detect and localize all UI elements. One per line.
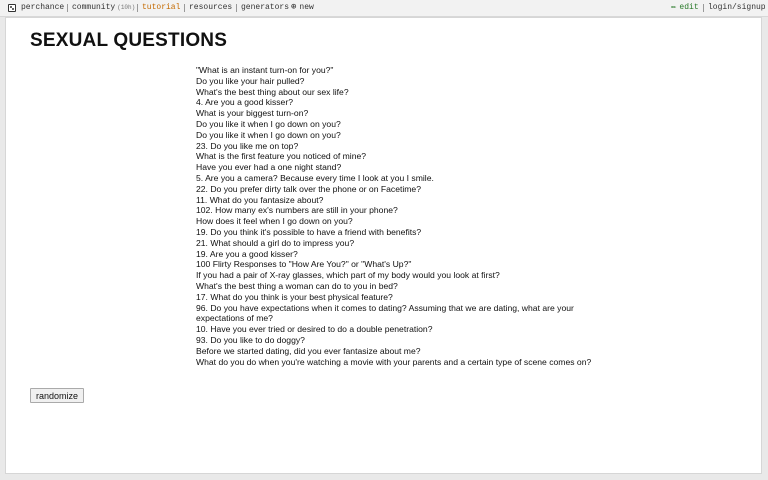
question-item: What is your biggest turn-on? [196,108,309,119]
question-item: 23. Do you like me on top? [196,140,299,151]
tutorial-link[interactable] [137,3,180,12]
question-item: 21. What should a girl do to impress you? [196,237,355,248]
brand-link[interactable] [8,3,64,12]
generators-label: generators [241,3,290,12]
question-item: What's the best thing a woman can do to you in bed? [196,280,398,291]
question-item: What do you do when you're watching a movie with your parents and a certain type of scene comes on? [196,356,592,367]
question-item: "What is an instant turn-on for you?" [196,65,334,75]
tutorial-label: tutorial [142,3,181,12]
edit-link[interactable] [671,3,699,12]
question-item: 19. Do you think it's possible to have a friend with benefits? [196,226,422,237]
pencil-icon: ✏ [671,2,677,12]
new-link[interactable] [291,3,314,12]
top-nav-bar [0,0,768,17]
question-item: 11. What do you fantasize about? [196,194,324,205]
community-badge: (10h) [117,4,136,11]
community-label: community [72,3,116,12]
generators-link[interactable] [236,3,289,12]
question-item: Do you like your hair pulled? [196,75,305,86]
generator-output-panel [5,17,762,474]
question-item: Before we started dating, did you ever fantasize about me? [196,345,421,356]
question-item: What is the first feature you noticed of mine? [196,151,367,162]
login-link[interactable] [703,3,766,12]
login-label: login/signup [708,3,766,12]
resources-icon [184,4,185,12]
tutorial-icon [137,4,138,12]
question-item: If you had a pair of X-ray glasses, which part of my body would you look at first? [196,270,500,281]
edit-label: edit [679,3,699,12]
question-item: 96. Do you have expectations when it comes to dating? Assuming that we are dating, what are your expectations of me? [196,302,574,324]
login-icon [703,4,704,12]
question-item: 5. Are you a camera? Because every time I look at you I smile. [196,172,434,183]
question-item: 22. Do you prefer dirty talk over the phone or on Facetime? [196,183,421,194]
plus-circle-icon: ⊕ [291,2,297,12]
resources-label: resources [189,3,233,12]
question-item: Do you like it when I go down on you? [196,129,341,140]
question-item: 19. Are you a good kisser? [196,248,298,259]
brand-label: perchance [21,3,65,12]
question-list [196,65,601,367]
question-item: 17. What do you think is your best physical feature? [196,291,393,302]
question-item: 10. Have you ever tried or desired to do a double penetration? [196,324,433,335]
generators-icon [236,4,237,12]
question-item: 93. Do you like to do doggy? [196,334,305,345]
randomize-button[interactable]: randomize [30,388,84,403]
community-icon [67,4,68,12]
question-item: 102. How many ex's numbers are still in your phone? [196,205,398,216]
page-title: SEXUAL QUESTIONS [30,30,228,51]
new-label: new [299,3,314,12]
question-item: 4. Are you a good kisser? [196,97,293,108]
question-item: What's the best thing about our sex life? [196,86,349,97]
dice-icon [8,4,16,12]
community-link[interactable] [67,3,135,12]
question-item: Do you like it when I go down on you? [196,118,341,129]
question-item: 100 Flirty Responses to "How Are You?" or "What's Up?" [196,259,412,270]
question-item: Have you ever had a one night stand? [196,162,342,173]
question-item: How does it feel when I go down on you? [196,216,353,227]
resources-link[interactable] [184,3,232,12]
